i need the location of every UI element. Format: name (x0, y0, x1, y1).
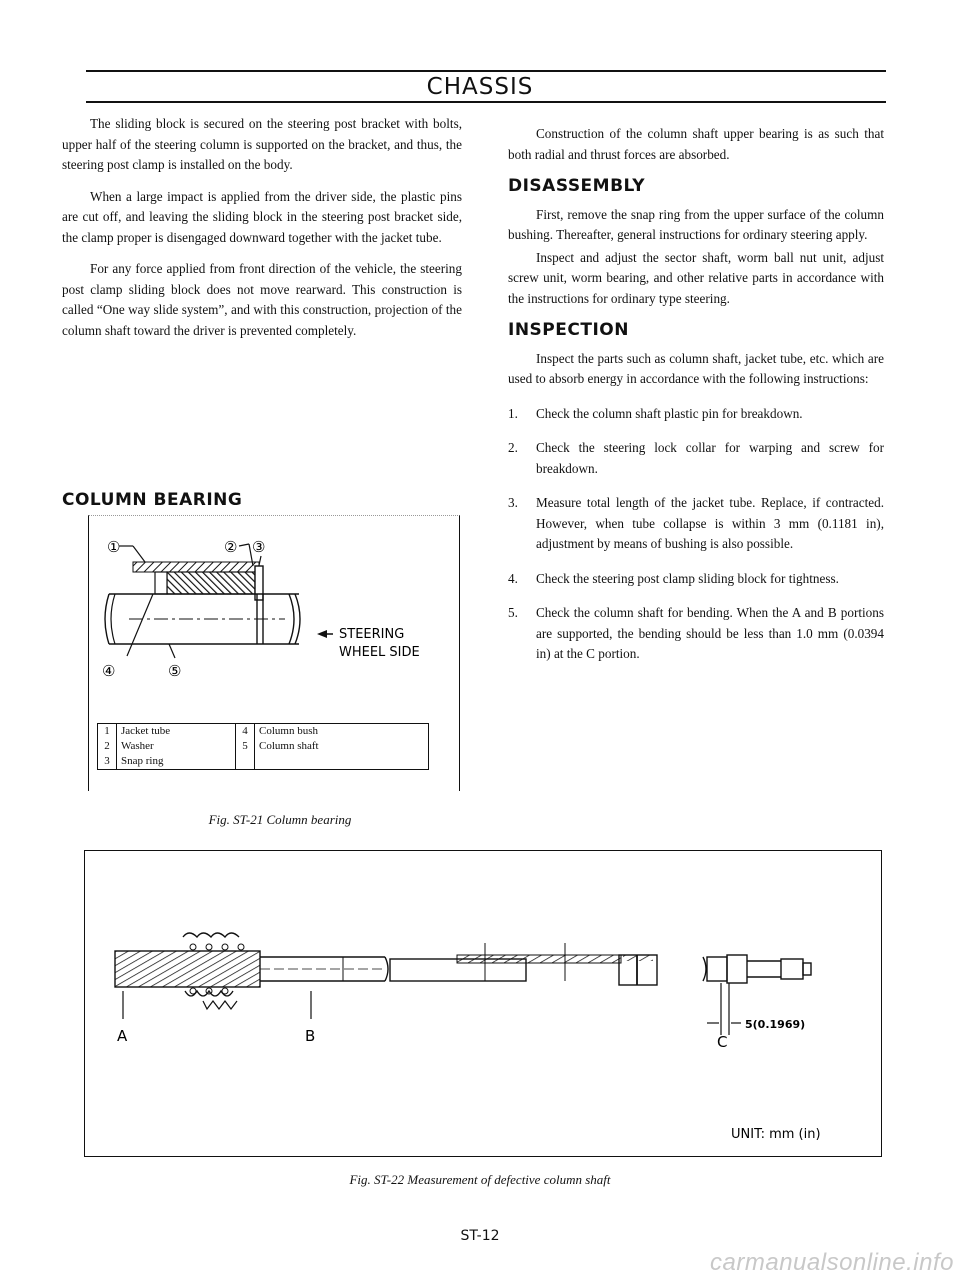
figure-st21-caption: Fig. ST-21 Column bearing (208, 812, 352, 827)
list-item (508, 569, 884, 590)
disassembly-paragraph-1: First, remove the snap ring from the upper surface of the column bushing. Thereafter, general instructions for ordinary steering apply. (508, 206, 884, 242)
unit-label: UNIT: mm (in) (731, 1127, 821, 1142)
header-rule-top (86, 70, 886, 72)
list-item (508, 438, 884, 479)
callout-3: ③ (252, 538, 266, 556)
legend-number: 3 (98, 754, 117, 770)
list-item (508, 404, 884, 425)
shaft-drawing (85, 851, 881, 1156)
legend-label: Snap ring (117, 754, 236, 770)
list-item-text: Check the column shaft for bending. When the A and B portions are supported, the bending should be less than 1.0 mm (0.0394 in) at the C portion. (536, 605, 884, 661)
list-item-text: Check the steering lock collar for warping and screw for breakdown. (536, 440, 884, 476)
callout-4: ④ (102, 662, 116, 680)
list-item (508, 603, 884, 665)
support-label-a: A (117, 1027, 128, 1045)
left-paragraph-3: For any force applied from front direction of the vehicle, the steering post clamp sliding block does not move rearward. This construction is called “One way slide system”, and with this construction, projection of the column shaft toward the driver is prevented completely. (62, 261, 462, 338)
legend-label: Column bush (259, 725, 318, 737)
list-item-number: 2. (508, 440, 518, 455)
left-paragraph-2: When a large impact is applied from the driver side, the plastic pins are cut off, and leaving the sliding block in the steering post bracket side, the clamp proper is disengaged downward together with the jacket tube. (62, 188, 462, 245)
steering-label-line-2: WHEEL SIDE (339, 645, 420, 660)
right-intro: Construction of the column shaft upper bearing is as such that both radial and thrust forces are absorbed. (508, 126, 884, 162)
legend-label: Column shaft (259, 740, 319, 752)
legend-label: Jacket tube (117, 724, 236, 740)
callout-5: ⑤ (168, 662, 182, 680)
legend-number: 2 (98, 739, 117, 754)
inspection-heading: INSPECTION (508, 320, 629, 340)
legend-number: 5 (236, 739, 255, 754)
column-bearing-heading: COLUMN BEARING (62, 490, 243, 510)
left-column (62, 114, 462, 352)
column-bearing-drawing (89, 516, 459, 721)
callout-1: ① (107, 538, 121, 556)
list-item (508, 493, 884, 555)
legend-row (98, 754, 429, 770)
column-bearing-figure (88, 515, 460, 791)
list-item-number: 4. (508, 570, 518, 586)
dimension-label: 5(0.1969) (745, 1018, 806, 1031)
inspection-list (508, 404, 884, 665)
disassembly-heading: DISASSEMBLY (508, 176, 646, 196)
callout-2: ② (224, 538, 238, 556)
list-item-text: Check the column shaft plastic pin for breakdown. (536, 405, 803, 421)
list-item-number: 1. (508, 405, 518, 421)
steering-label-line-1: STEERING (339, 627, 405, 642)
inspection-intro: Inspect the parts such as column shaft, jacket tube, etc. which are used to absorb energy in accordance with the following instructions: (508, 350, 884, 386)
shaft-measurement-figure (84, 850, 882, 1157)
page-title: CHASSIS (426, 74, 534, 100)
figure-st22-caption: Fig. ST-22 Measurement of defective column shaft (349, 1172, 611, 1187)
list-item-text: Measure total length of the jacket tube. Replace, if contracted. However, when tube collapse is within 3 mm (0.1181 in), adjustment by means of bushing is also possible. (536, 495, 884, 551)
parts-legend (97, 723, 429, 770)
header-rule-bottom (86, 101, 886, 103)
left-paragraph-1: The sliding block is secured on the steering post bracket with bolts, upper half of the steering column is supported on the bracket, and thus, the steering post clamp is installed on the body. (62, 116, 462, 172)
list-item-number: 5. (508, 605, 518, 620)
watermark: carmanualsonline.info (710, 1249, 954, 1276)
legend-number: 4 (236, 724, 255, 740)
list-item-text: Check the steering post clamp sliding block for tightness. (536, 570, 839, 586)
disassembly-paragraph-2: Inspect and adjust the sector shaft, worm ball nut unit, adjust screw unit, worm bearing, and other relative parts in accordance with the instructions for ordinary type steering. (508, 249, 884, 306)
list-item-number: 3. (508, 495, 518, 510)
legend-row (98, 739, 429, 754)
legend-label: Washer (117, 739, 236, 754)
page-number: ST-12 (460, 1228, 500, 1244)
legend-number: 1 (98, 724, 117, 740)
legend-row (98, 724, 429, 740)
right-column (508, 124, 884, 676)
support-label-c: C (717, 1033, 728, 1051)
support-label-b: B (305, 1027, 316, 1045)
